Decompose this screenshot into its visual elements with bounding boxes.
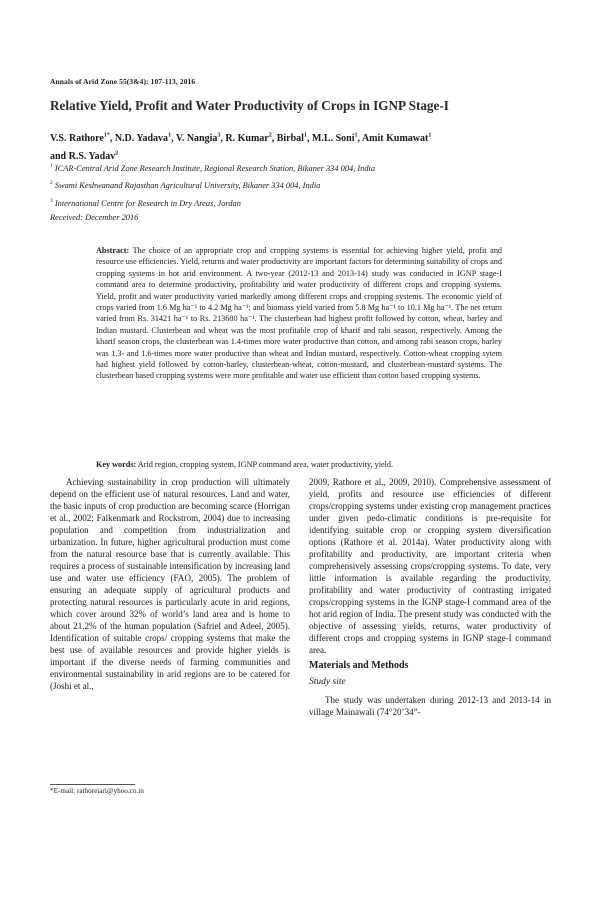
affiliation-item: $^2$ Swami Keshwanand Rajasthan Agricultural University, Bikaner 334 004, India (50, 180, 321, 191)
keywords-text: Arid region, cropping system, IGNP command area, water productivity, yield. (137, 460, 394, 469)
keywords-label: Key words: (96, 460, 137, 469)
received-date: Received: December 2016 (50, 213, 139, 223)
affiliation-item: $^1$ ICAR-Central Arid Zone Research Institute, Regional Research Station, Bikaner 334 004, India (50, 163, 376, 173)
author: V. Nangia$^3$, (175, 133, 226, 145)
paper-title: Relative Yield, Profit and Water Productivity of Crops in IGNP Stage-I (50, 98, 449, 113)
subsection-heading: Study site (309, 677, 346, 687)
affiliation-item: $^3$ International Centre for Research in Dry Areas, Jordan (50, 197, 241, 208)
author: Birbal$^1$, (276, 133, 312, 145)
author: M.L. Soni$^1$, (311, 133, 362, 145)
author: Amit Kumawat$^1$ (361, 133, 432, 145)
footnote-divider (50, 784, 135, 785)
author: and R.S. Yadav$^2$ (50, 150, 119, 162)
abstract (96, 245, 502, 382)
body-paragraph: 2009, Rathore et al., 2009, 2010). Comprehensive assessment of yield, profits and resource use efficiencies of different crops/cropping systems under existing crop management practices under given pedo-climatic conditions is pre-requisite for identifying suitable crop or cropping system diversification options (Rathore et al. 2014a). Water productivity along with profitability and productivity, are important criteria when comprehensively assessing crops/cropping systems. To date, very little information is available regarding the productivity, profitability and water productivity of contrasting irrigated crops/cropping systems in the IGNP stage-I command area of the hot arid region of India. The present study was conducted with the objective of assessing yields, returns, water productivity of different crops and cropping systems in IGNP stage-I command area. (309, 477, 551, 655)
affiliations (50, 159, 560, 226)
body-paragraph: The study was undertaken during 2012-13 and 2013-14 in village Mainawali (74°20’34”- (309, 695, 551, 717)
journal-citation: Annals of Arid Zone 55(3&4): 107-113, 2016 (50, 77, 196, 86)
footnote-email: *E-mail: rathoreiari@yhoo.co.in (50, 787, 144, 795)
body-column-right (309, 476, 551, 718)
author: V.S. Rathore$^{1*}$, (50, 133, 115, 145)
author: N.D. Yadava$^1$, (114, 133, 176, 145)
body-column-left (50, 476, 290, 692)
section-heading: Materials and Methods (309, 660, 409, 671)
abstract-label: Abstract: (96, 246, 130, 255)
body-paragraph: Achieving sustainability in crop production will ultimately depend on the efficient use of natural resources. Land and water, the basic inputs of crop production are becoming scarce (Horrigan et al., 2002; Falkenmark and Rockstrom, 2004) due to increasing population and competition from industrialization and urbanization. In future, higher agricultural production must come from the natural resource base that is currently available. This requires a process of sustainable intensification by increasing land use and water use efficiency (FAO, 2005). The problem of ensuring an adequate supply of agricultural products and protecting natural resources is particularly acute in arid regions, which cover around 32% of world’s land area and is home to about 21.2% of the human population (Safriel and Adeel, 2005). Identification of suitable crops/ cropping systems that make the best use of available resources and provide higher yields is important if the diverse needs of farming communities and environmental sustainability in arid regions are to be catered for (Joshi et al., (50, 477, 290, 691)
author: R. Kumar$^2$, (225, 133, 277, 145)
abstract-text: The choice of an appropriate crop and cropping systems is essential for achieving higher yield, profit and resource use efficiencies. Yield, returns and water productivity are important factors for determining suitability of crops and cropping systems in hot arid environment. A two-year (2012-13 and 2013-14) study was conducted in IGNP stage-I command area to determine productivity, profitability and water productivity of different crops and cropping systems. Yield, profit and water productivity varied markedly among different crops and cropping systems. The economic yield of crops varied from 1.6 Mg ha⁻¹ to 4.2 Mg ha⁻¹; and biomass yield varied from 5.8 Mg ha⁻¹ to 10.1 Mg ha⁻¹. The net return varied from Rs. 31421 ha⁻¹ to Rs. 213680 ha⁻¹. The clusterbean had highest profit followed by cotton, wheat, barley and Indian mustard. Clusterbean and wheat was the most profitable crop of kharif and rabi season, respectively. Among the kharif season crops, the clusterbean was 1.4-times more water productive than cotton, and among rabi season crops, barley was 1.3- and 1.6-times more water productive than wheat and Indian mustard, respectively. Cotton-wheat cropping sytem had highest yield followed by cotton-barley, clusterbean-wheat, cotton-mustard, and clusterbean-mustard systems. The clusterbean based cropping systems were more profitable and water use efficient than cotton based cropping systems. (96, 246, 503, 381)
keywords (96, 459, 516, 470)
